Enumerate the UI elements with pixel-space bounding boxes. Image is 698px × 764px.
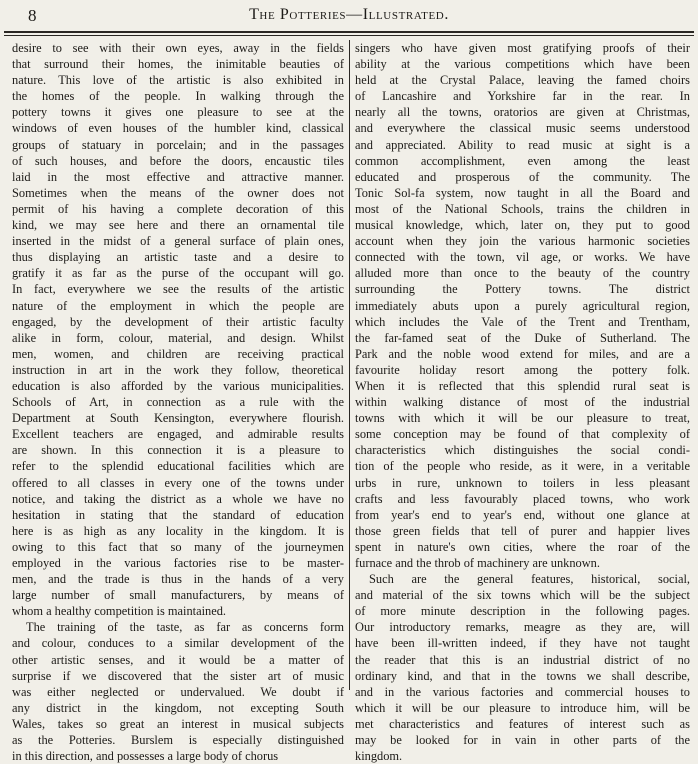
text-line: have been ill-written indeed, if they have not taught: [355, 636, 690, 651]
text-line: connected with the town, vil age, or works. We have: [355, 250, 690, 265]
text-line: which includes the Vale of the Trent and Trentham,: [355, 314, 690, 329]
text-line: whom a healthy competition is maintained.: [12, 604, 227, 619]
header-rule-thin: [4, 35, 694, 36]
text-line: offered to all classes in every one of the towns under: [12, 475, 344, 490]
text-line: men, and the trade is thus in the hands of a very: [12, 572, 344, 587]
text-line: ability at the various competitions which have been: [355, 57, 690, 72]
page-header: [0, 0, 698, 32]
text-line: in this direction, and possesses a large body of chorus: [12, 749, 279, 764]
text-line: the reader that this is an industrial district of no: [355, 652, 690, 667]
text-line: other artistic senses, and it would be a matter of: [12, 652, 344, 667]
text-line: tion of the people who reside, as it were, in a veritable: [355, 459, 690, 474]
running-title: The Potteries—Illustrated.: [249, 6, 449, 23]
text-line: windows of even houses of the humbler kind, classical: [12, 121, 344, 136]
text-line: surprise if we discovered that the sister art of music: [12, 668, 344, 683]
text-line: Excellent teachers are engaged, and admirable results: [12, 427, 344, 442]
text-line: any district in the kingdom, not excepting South: [12, 700, 344, 715]
text-line: men, women, and children are receiving practical: [12, 346, 344, 361]
paragraph: [355, 40, 690, 571]
text-line: large number of small manufacturers, by means of: [12, 588, 344, 603]
right-column: [355, 40, 690, 764]
text-line: The training of the taste, as far as concerns form: [26, 620, 344, 635]
text-line: are shown. In this connection it is a pleasure to: [12, 443, 344, 458]
text-line: and colour, conduces to a similar development of the: [12, 636, 344, 651]
text-line: ordinary kind, and that in the towns we shall describe,: [355, 668, 690, 683]
text-line: Our introductory remarks, meagre as they are, will: [355, 620, 690, 635]
text-line: notice, and taking the district as a whole we have no: [12, 491, 344, 506]
text-line: Department at South Kensington, everywhere flourish.: [12, 411, 344, 426]
text-line: and everywhere the classical music seems understood: [355, 121, 690, 136]
text-line: refer to the splendid educational facilities which are: [12, 459, 344, 474]
page-number: 8: [28, 6, 37, 25]
text-line: of more minute description in the following pages.: [355, 604, 690, 619]
text-line: urbs in rure, unknown to toilers in less pleasant: [355, 475, 690, 490]
text-line: thus displaying an artistic taste and a desire to: [12, 250, 344, 265]
text-line: singers who have given most gratifying proofs of their: [355, 41, 690, 55]
text-line: account when they join the various harmonic societies: [355, 234, 690, 249]
text-line: towns with which it will be our pleasure to treat,: [355, 411, 690, 426]
text-line: furnace and the throb of machinery are unknown.: [355, 556, 600, 570]
text-line: groups of statuary in porcelain; and in the passages: [12, 137, 344, 152]
text-line: common accomplishment, even among the least: [355, 153, 690, 168]
text-line: held at the Crystal Palace, leaving the famed choirs: [355, 73, 690, 88]
text-line: kind, we may see here and there an ornamental tile: [12, 218, 344, 233]
text-line: spent in nature's own cities, where the roar of the: [355, 539, 690, 554]
text-line: owing to this fact that so many of the journeymen: [12, 539, 344, 554]
text-line: favourite holiday resort among the pottery folk.: [355, 362, 690, 377]
text-line: here is as high as any locality in the kingdom. It is: [12, 523, 344, 538]
text-line: as the Potteries. Burslem is especially distinguished: [12, 733, 344, 748]
text-line: from year's end to year's end, without one glance at: [355, 507, 690, 522]
text-line: employed in the various factories rise to be master-: [12, 556, 344, 570]
text-line: and appreciated. Ability to read music at sight is a: [355, 137, 690, 152]
paragraph: [12, 619, 344, 764]
text-line: the homes of the people. In walking through the: [12, 89, 344, 104]
column-divider: [349, 40, 350, 690]
text-line: immediately abuts upon a purely agricultural region,: [355, 298, 690, 313]
text-line: may be looked for in vain in other parts of the: [355, 733, 690, 748]
header-rule: [4, 31, 694, 33]
text-line: instruction in art in the work they follow, theoretical: [12, 362, 344, 377]
text-line: that surround their homes, the inimitable beauties of: [12, 57, 344, 72]
text-line: Tonic Sol-fa system, now taught in all the Board and: [355, 185, 690, 200]
left-column: [12, 40, 344, 764]
text-line: most of the National Schools, trains the children in: [355, 201, 690, 216]
text-line: When it is reflected that this splendid rural seat is: [355, 378, 690, 393]
text-line: met characteristics and features of interest such as: [355, 716, 690, 731]
text-line: kingdom.: [355, 749, 403, 764]
text-line: hesitation in stating that the standard of education: [12, 507, 344, 522]
text-line: desire to see with their own eyes, away in the fields: [12, 41, 344, 55]
text-line: nature. This love of the artistic is also exhibited in: [12, 73, 344, 88]
paragraph: [355, 571, 690, 764]
text-line: Sometimes when the means of the owner does not: [12, 185, 344, 200]
text-line: and in the various factories and commercial houses to: [355, 684, 690, 699]
text-line: nearly all the towns, oratorios are given at Christmas,: [355, 105, 690, 120]
text-line: gratify it as far as the purse of the occupant will go.: [12, 266, 344, 281]
text-line: Wales, takes so great an interest in musical subjects: [12, 716, 344, 731]
text-line: alluded more than once to the beauty of the country: [355, 266, 690, 281]
text-line: of such houses, and before the doors, encaustic tiles: [12, 153, 344, 168]
text-line: which it will be our pleasure to introduce him, will be: [355, 700, 690, 715]
text-line: Such are the general features, historical, social,: [369, 572, 690, 587]
text-line: of Lancashire and Yorkshire far in the rear. In: [355, 89, 690, 104]
text-line: nature of the employment in which the people are: [12, 298, 344, 313]
text-line: Park and the noble wood extend for miles, and are a: [355, 346, 690, 361]
text-line: characteristics which distinguishes the social condi-: [355, 443, 690, 458]
text-line: and material of the six towns which will be the subject: [355, 588, 690, 603]
text-line: Schools of Art, in connection as a rule with the: [12, 395, 344, 410]
text-line: In fact, everywhere we see the results of the artistic: [12, 282, 344, 297]
text-line: was either neglected or undervalued. We doubt if: [12, 684, 344, 699]
text-line: alike in form, colour, material, and design. Whilst: [12, 330, 344, 345]
text-line: some conception may be found of that complexity of: [355, 427, 690, 442]
text-line: laid in the most effective and attractive manner.: [12, 169, 344, 184]
text-line: within walking distance of most of the industrial: [355, 395, 690, 410]
text-line: surrounding the Pottery towns. The district: [355, 282, 690, 297]
text-line: educated and prosperous of the community. The: [355, 169, 690, 184]
text-line: inserted in the midst of a general surface of plain ones,: [12, 234, 344, 249]
text-line: those green fields that tell of purer and happier lives: [355, 523, 690, 538]
text-line: pottery towns it gives one pleasure to see at the: [12, 105, 344, 120]
text-line: crafts and less favourably placed towns, who work: [355, 491, 690, 506]
text-line: the far-famed seat of the Duke of Sutherland. The: [355, 330, 690, 345]
paragraph: [12, 40, 344, 619]
text-line: engaged, by the development of their artistic faculty: [12, 314, 344, 329]
text-line: musical knowledge, which, later on, they put to good: [355, 218, 690, 233]
text-line: education is also afforded by the various municipalities.: [12, 378, 344, 393]
text-line: permit of his having a complete decoration of this: [12, 201, 344, 216]
